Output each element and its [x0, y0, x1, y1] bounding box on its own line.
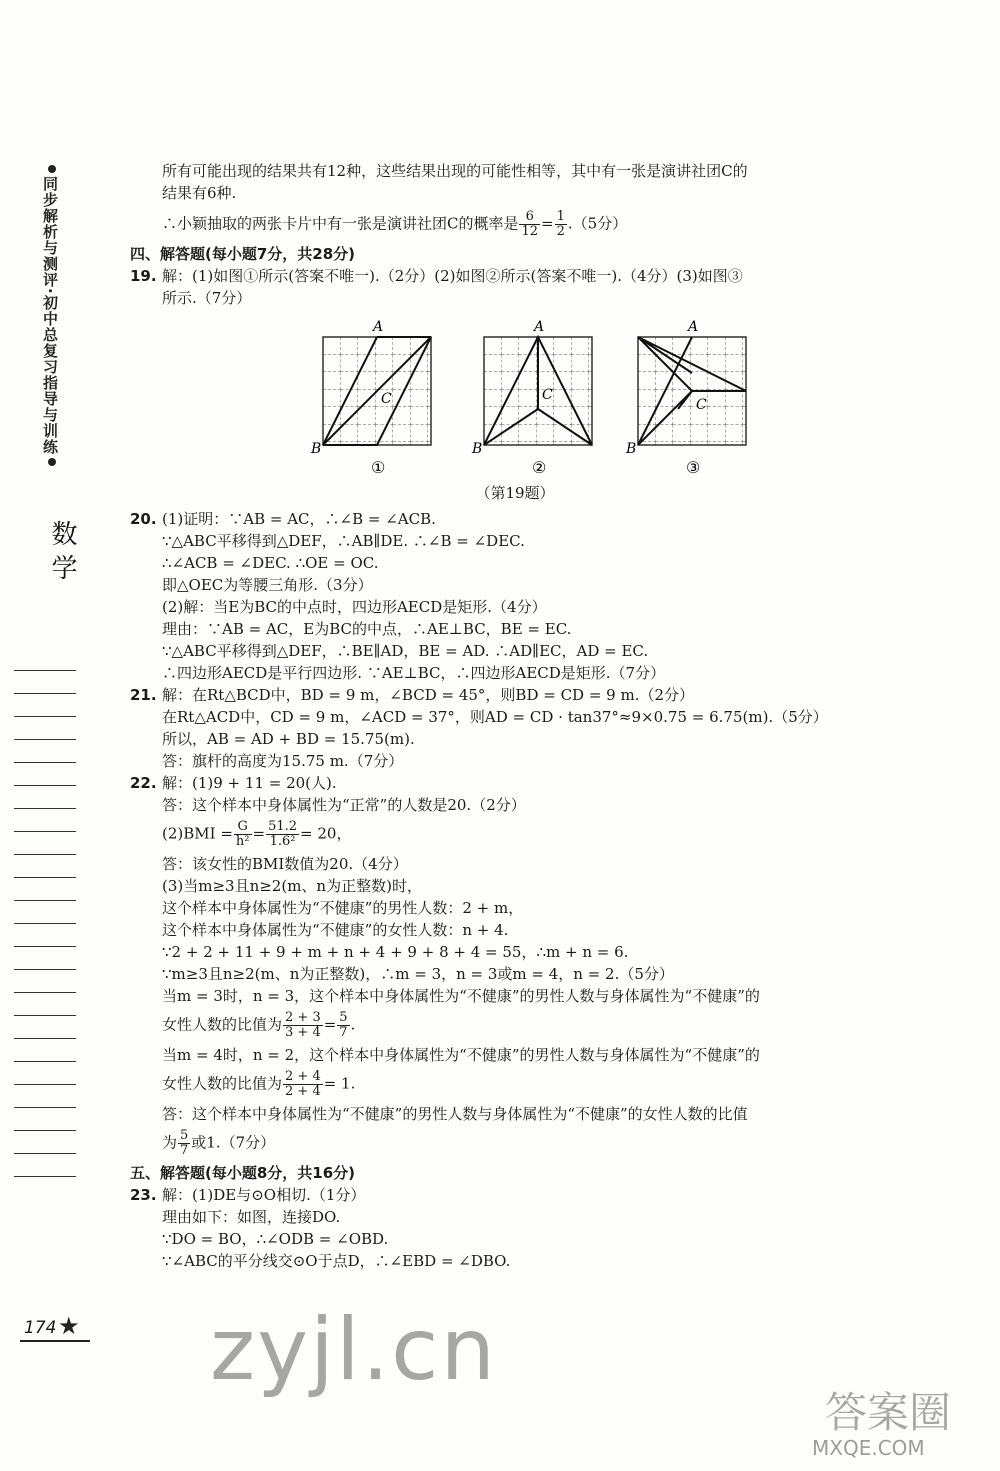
ratio-answer-line: [130, 1129, 900, 1158]
text-line: 答：这个样本中身体属性为“正常”的人数是20.（2分）: [162, 796, 526, 814]
star-icon: ★: [58, 1312, 80, 1340]
figure-row: [130, 315, 900, 480]
note-line: [14, 855, 76, 878]
page-number-underline: [20, 1340, 90, 1342]
text-span: 女性人数的比值为: [162, 1015, 283, 1034]
text-line: 在Rt△ACD中，CD = 9 m，∠ACD = 37°，则AD = CD · tan37°≈9×0.75 = 6.75(m).（5分）: [162, 708, 828, 726]
text-line: ∴四边形AECD是平行四边形. ∵AE⊥BC，∴四边形AECD是矩形.（7分）: [162, 664, 666, 682]
text-line: 答：该女性的BMI数值为20.（4分）: [162, 855, 408, 873]
note-line: [14, 1085, 76, 1108]
numerator: 51.2: [268, 819, 298, 834]
note-line: [14, 878, 76, 901]
text-line: 即△OEC为等腰三角形.（3分）: [162, 576, 373, 594]
text-line: (3)当m≥3且n≥2(m、n为正整数)时，: [162, 877, 422, 895]
text-line: 这个样本中身体属性为“不健康”的男性人数：2 + m，: [162, 899, 524, 917]
numerator: 2 + 4: [285, 1069, 321, 1084]
label-b: B: [311, 441, 322, 457]
bullet-dot: [48, 458, 56, 466]
note-line: [14, 786, 76, 809]
note-line: [14, 1016, 76, 1039]
text-span: (1)证明：∵AB = AC，∴∠B = ∠ACB.: [162, 510, 436, 528]
section-title: 四、解答题(每小题7分，共28分): [130, 245, 356, 263]
numerator: 1: [556, 209, 565, 224]
label-c: C: [381, 391, 392, 407]
question-22: [130, 772, 900, 794]
note-line: [14, 1039, 76, 1062]
denominator: 2: [556, 224, 565, 239]
text-span: = 20，: [300, 824, 352, 843]
figure-2: [471, 319, 592, 477]
equals: =: [541, 214, 554, 233]
question-number: 20.: [130, 510, 157, 528]
fraction: [178, 1129, 190, 1158]
text-line: 所示.（7分）: [162, 289, 252, 307]
numerator: 2 + 3: [285, 1010, 321, 1025]
watermark-url: MXQE.COM: [812, 1436, 925, 1460]
denominator: h²: [235, 834, 250, 849]
text-span: 女性人数的比值为: [162, 1074, 283, 1093]
note-line: [14, 809, 76, 832]
question-number: 23.: [130, 1186, 157, 1204]
fraction: [555, 210, 567, 239]
text-line: ∵△ABC平移得到△DEF，∴AB∥DE. ∴∠B = ∠DEC.: [162, 532, 525, 550]
watermark-logo: 答案圈: [825, 1388, 952, 1437]
label-b: B: [472, 441, 483, 457]
denominator: 12: [521, 224, 539, 239]
note-line: [14, 1108, 76, 1131]
text-span: 或1.（7分）: [191, 1133, 276, 1152]
equals: =: [252, 824, 266, 843]
note-lines: [14, 648, 76, 1177]
text-span: 解：(1)9 + 11 = 20(人).: [162, 774, 337, 792]
question-20: [130, 508, 900, 530]
figure-caption: （第19题）: [475, 484, 555, 502]
text-line: (2)解：当E为BC的中点时，四边形AECD是矩形.（4分）: [162, 598, 547, 616]
text-line: ∵∠ABC的平分线交⊙O于点D，∴∠EBD = ∠DBO.: [162, 1252, 511, 1270]
question-21: [130, 684, 900, 706]
text-line: 答：这个样本中身体属性为“不健康”的男性人数与身体属性为“不健康”的女性人数的比值: [162, 1105, 748, 1123]
note-line: [14, 947, 76, 970]
note-line: [14, 717, 76, 740]
page-number: 174: [24, 1318, 57, 1338]
subject-label: 数学: [47, 520, 77, 588]
figure-number: ①: [371, 458, 386, 477]
text-line: 当m = 3时，n = 3，这个样本中身体属性为“不健康”的男性人数与身体属性为“不健康”的: [162, 987, 760, 1005]
bullet-dot: [48, 165, 56, 173]
text-span: 为: [162, 1133, 178, 1152]
question-23: [130, 1184, 900, 1206]
note-line: [14, 671, 76, 694]
denominator: 3 + 4: [285, 1025, 321, 1040]
text-line: 当m = 4时，n = 2，这个样本中身体属性为“不健康”的男性人数与身体属性为“不健康”的: [162, 1046, 760, 1064]
question-19: [130, 265, 900, 287]
label-b: B: [626, 441, 637, 457]
ratio-line: [130, 1011, 900, 1040]
fraction: [337, 1011, 349, 1040]
note-line: [14, 1154, 76, 1177]
text-line: 理由如下：如图，连接DO.: [162, 1208, 341, 1226]
figure-1: [310, 319, 431, 477]
numerator: 6: [519, 210, 540, 225]
book-title-sidebar: [40, 162, 64, 469]
text-line: ∵△ABC平移得到△DEF，∴BE∥AD，BE = AD. ∴AD∥EC，AD = EC.: [162, 642, 649, 660]
watermark-text: zyjl.cn: [210, 1300, 497, 1400]
text-span: (2)BMI =: [162, 824, 233, 843]
text-line: ∵m≥3且n≥2(m、n为正整数)，∴m = 3，n = 3或m = 4，n = 2.（5分）: [162, 965, 674, 983]
note-line: [14, 993, 76, 1016]
numerator: G: [234, 820, 252, 835]
question-number: 19.: [130, 267, 157, 285]
text-span: 解：在Rt△BCD中，BD = 9 m，∠BCD = 45°，则BD = CD = 9 m.（2分）: [162, 686, 695, 704]
text-line: 结果有6种.: [162, 184, 237, 202]
note-line: [14, 648, 76, 671]
note-line: [14, 740, 76, 763]
text-line: ∴∠ACB = ∠DEC. ∴OE = OC.: [162, 554, 379, 572]
note-line: [14, 1131, 76, 1154]
fraction: [234, 820, 252, 849]
fraction: [283, 1070, 323, 1099]
text-line: 所以，AB = AD + BD = 15.75(m).: [162, 730, 415, 748]
ratio-line: [130, 1070, 900, 1099]
answer-content: [130, 160, 900, 1272]
text-span: = 1.: [323, 1074, 356, 1093]
denominator: 1.6²: [269, 834, 296, 849]
text-line: 理由：∵AB = AC，E为BC的中点，∴AE⊥BC，BE = EC.: [162, 620, 572, 638]
equals: =: [323, 1015, 337, 1034]
figure-number: ②: [532, 458, 547, 477]
denominator: 7: [180, 1143, 189, 1158]
note-line: [14, 970, 76, 993]
label-a: A: [534, 319, 545, 335]
question-number: 22.: [130, 774, 157, 792]
label-c: C: [542, 387, 553, 403]
grid-figures: [130, 315, 900, 480]
text-line: 这个样本中身体属性为“不健康”的女性人数：n + 4.: [162, 921, 509, 939]
note-line: [14, 901, 76, 924]
probability-line: [130, 210, 900, 239]
label-c: C: [696, 397, 707, 413]
denominator: 7: [339, 1025, 348, 1040]
section-title: 五、解答题(每小题8分，共16分): [130, 1164, 356, 1182]
fraction: [283, 1011, 323, 1040]
text-line: ∵2 + 2 + 11 + 9 + m + n + 4 + 9 + 8 + 4 = 55，∴m + n = 6.: [162, 943, 629, 961]
text-span: 解：(1)DE与⊙O相切.（1分）: [162, 1186, 366, 1204]
note-line: [14, 1062, 76, 1085]
numerator: 5: [180, 1128, 189, 1143]
text-line: 所有可能出现的结果共有12种，这些结果出现的可能性相等，其中有一张是演讲社团C的: [162, 162, 748, 180]
text-line: 答：旗杆的高度为15.75 m.（7分）: [162, 752, 404, 770]
question-number: 21.: [130, 686, 157, 704]
book-title: 同步解析与测评·初中总复习指导与训练: [41, 176, 59, 455]
note-line: [14, 763, 76, 786]
note-line: [14, 924, 76, 947]
fraction: [266, 820, 299, 849]
numerator: 5: [339, 1010, 348, 1025]
note-line: [14, 694, 76, 717]
text-span: .（5分）: [567, 214, 628, 233]
text-span: 解：(1)如图①所示(答案不唯一).（2分）(2)如图②所示(答案不唯一).（4分）(3)如图③: [162, 267, 743, 285]
figure-number: ③: [686, 458, 701, 477]
label-a: A: [373, 319, 384, 335]
text-line: ∵DO = BO，∴∠ODB = ∠OBD.: [162, 1230, 389, 1248]
denominator: 2 + 4: [285, 1084, 321, 1099]
fraction: [519, 210, 540, 239]
text-span: .: [350, 1015, 356, 1034]
label-a: A: [688, 319, 699, 335]
figure-3: [625, 319, 746, 477]
note-line: [14, 832, 76, 855]
text-span: ∴小颖抽取的两张卡片中有一张是演讲社团C的概率是: [162, 214, 519, 233]
bmi-formula: [130, 820, 900, 849]
